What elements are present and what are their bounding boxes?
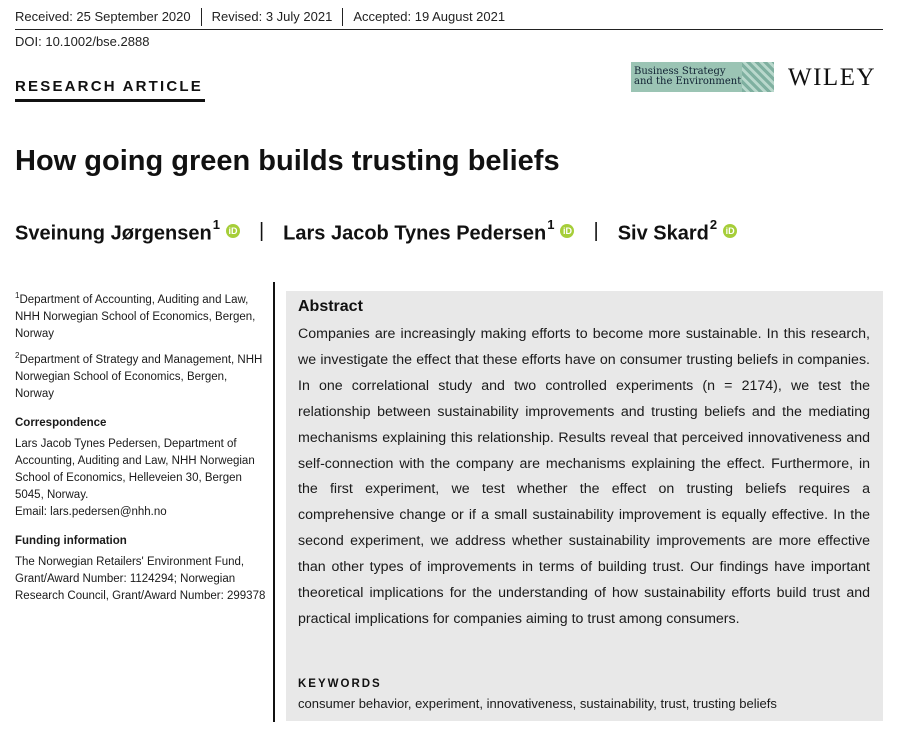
author[interactable]: Sveinung Jørgensen$^1$: [15, 217, 220, 245]
accepted-date: Accepted: 19 August 2021: [353, 9, 506, 24]
correspondence-heading: Correspondence: [15, 416, 107, 429]
paper-title: How going green builds trusting beliefs: [15, 145, 560, 177]
author-separator: |: [258, 220, 265, 242]
abstract-heading: Abstract: [298, 298, 363, 315]
article-info-column: [15, 287, 267, 609]
author[interactable]: Siv Skard$^2$: [617, 217, 718, 245]
header-rule: [15, 29, 883, 30]
keywords-heading: KEYWORDS: [298, 678, 382, 690]
author-separator: |: [593, 220, 599, 242]
funding-heading: Funding information: [15, 534, 127, 547]
keywords-list: consumer behavior, experiment, innovativeness, sustainability, trust, trusting beliefs: [298, 696, 777, 711]
journal-logo-icon[interactable]: [631, 62, 774, 92]
correspondence-text: Lars Jacob Tynes Pedersen, Department of Accounting, Auditing and Law, NHH Norwegian School of Economics, Helleveien 30, Bergen 5045, Norway. Email: lars.pedersen@nhh.no: [15, 437, 255, 518]
correspondence-email[interactable]: Email: lars.pedersen@nhh.no: [15, 505, 167, 518]
article-type-underline: [15, 99, 205, 102]
revised-date: Revised: 3 July 2021: [202, 8, 344, 26]
affiliation: $^1$Department of Accounting, Auditing and Law, NHH Norwegian School of Economics, Bergen, Norway: [15, 291, 256, 340]
publisher-logo[interactable]: WILEY: [788, 64, 877, 91]
publication-dates: [15, 8, 515, 26]
orcid-icon[interactable]: iD: [723, 224, 737, 238]
funding-text: The Norwegian Retailers' Environment Fund, Grant/Award Number: 1124294; Norwegian Research Council, Grant/Award Number: 299378: [15, 555, 266, 602]
article-type: RESEARCH ARTICLE: [15, 78, 203, 95]
column-divider: [273, 282, 275, 722]
doi[interactable]: DOI: 10.1002/bse.2888: [15, 34, 150, 49]
journal-name: Business Strategy and the Environment: [634, 66, 742, 87]
orcid-icon[interactable]: iD: [560, 224, 574, 238]
received-date: Received: 25 September 2020: [15, 8, 202, 26]
journal-logo-artwork: [742, 62, 774, 92]
author[interactable]: Lars Jacob Tynes Pedersen$^1$: [283, 217, 555, 245]
abstract-text: Companies are increasingly making efforts to become more sustainable. In this research, we investigate the effect that these efforts have on consumer trusting beliefs in companies. In one correlational study and two controlled experiments (n = 2174), we test the relationship between sustainability improvements and trusting beliefs and the mediating mechanisms explaining this relationship. Results reveal that perceived innovativeness and self-connection with the company are mechanisms explaining the effect. Furthermore, in the first experiment, we test whether the effect on trusting beliefs requires a comprehensive change or if a small sustainability improvement is equally effective. In the second experiment, we address whether sustainability improvements are more effective than other types of improvements in terms of building trust. Our findings have important theoretical implications for the understanding of how sustainability efforts build trust and practical implications for companies aiming to trust among consumers.: [298, 326, 870, 627]
affiliation: $^2$Department of Strategy and Management, NHH Norwegian School of Economics, Bergen, Norway: [15, 350, 263, 400]
orcid-icon[interactable]: iD: [226, 224, 240, 238]
author-list: [15, 217, 737, 246]
